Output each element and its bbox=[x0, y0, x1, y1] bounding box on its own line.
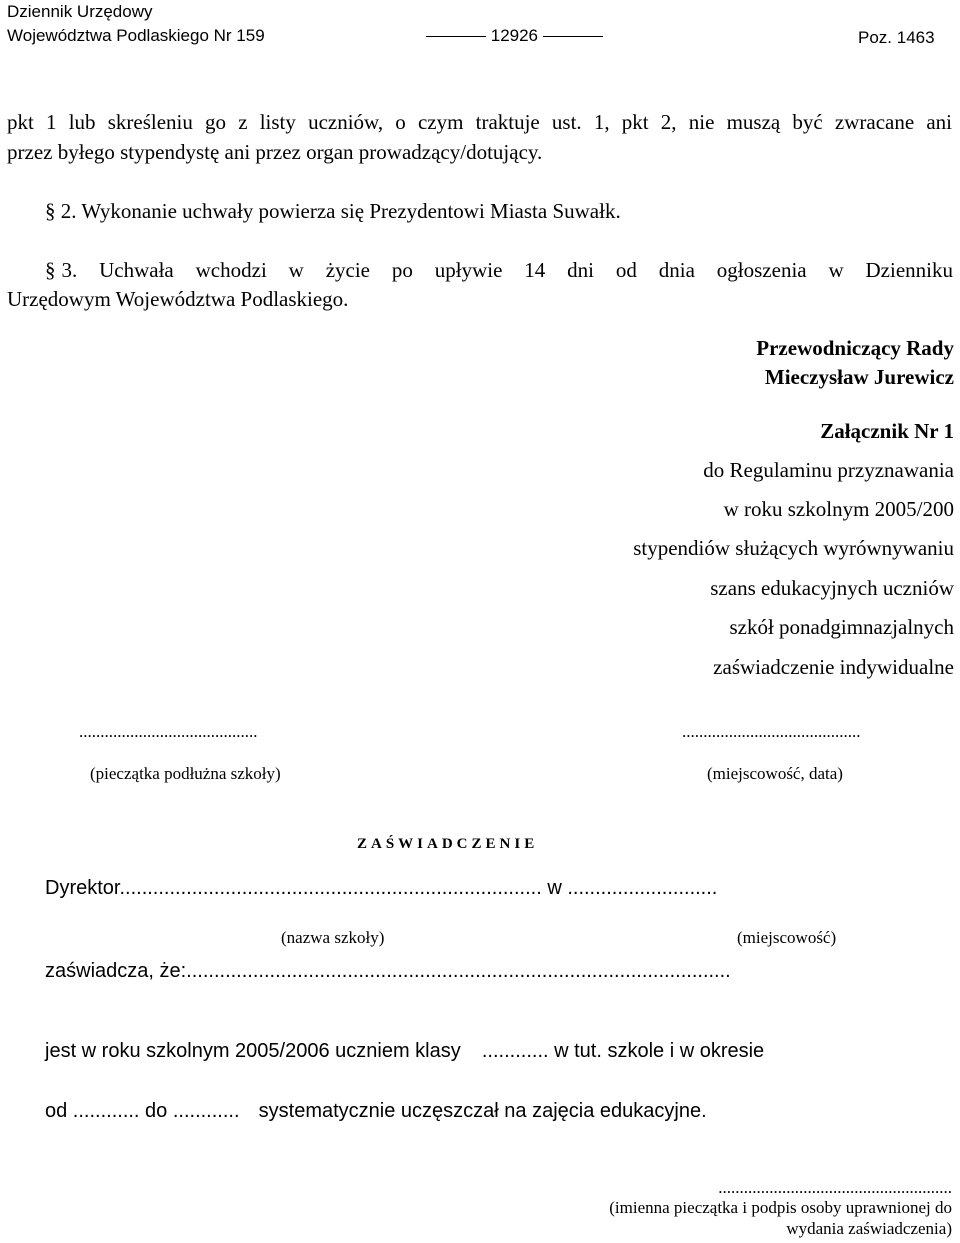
annex-line-6: zaświadczenie indywidualne bbox=[713, 655, 954, 679]
student-class-text: jest w roku szkolnym 2005/2006 uczniem klasy bbox=[45, 1040, 461, 1062]
student-class-line bbox=[45, 1040, 764, 1063]
paragraph-2-text: 2. Wykonanie uchwały powierza się Prezydentowi Miasta Suwałk. bbox=[60, 199, 621, 223]
attendance-text: systematycznie uczęszczał na zajęcia edukacyjne. bbox=[258, 1100, 707, 1122]
annex-line-2: w roku szkolnym 2005/200 bbox=[723, 497, 954, 521]
certificate-heading: ZAŚWIADCZENIE bbox=[357, 836, 539, 852]
paragraph-3-line-1 bbox=[45, 255, 953, 285]
director-line: Dyrektor............................................................................ w ........................... bbox=[45, 877, 718, 899]
signature-caption-line-2: wydania zaświadczenia) bbox=[786, 1219, 952, 1238]
stamp-dots: .......................................... bbox=[79, 722, 258, 741]
school-name-caption: (nazwa szkoły) bbox=[281, 928, 385, 947]
certifies-line: zaświadcza, że:.................................................................................................. bbox=[45, 960, 731, 982]
annex-line-4: szans edukacyjnych uczniów bbox=[710, 576, 954, 600]
stamp-caption: (pieczątka podłużna szkoły) bbox=[90, 764, 281, 783]
signature-caption-line-1: (imienna pieczątka i podpis osoby uprawnionej do bbox=[609, 1198, 952, 1217]
annex-line-1: do Regulaminu przyznawania bbox=[703, 458, 954, 482]
annex-title: Załącznik Nr 1 bbox=[820, 419, 954, 443]
student-class-dots: ............ w tut. szkole i w okresie bbox=[481, 1040, 765, 1062]
paragraph-1-line-2: przez byłego stypendystę ani przez organ prowadzący/dotujący. bbox=[7, 140, 543, 164]
paragraph-2 bbox=[45, 196, 621, 226]
journal-title-line2: Województwa Podlaskiego Nr 159 bbox=[7, 26, 265, 45]
attendance-period-line bbox=[45, 1100, 707, 1123]
journal-title-line1: Dziennik Urzędowy bbox=[7, 2, 153, 21]
section-symbol: § bbox=[45, 199, 56, 223]
page-number-rule-right bbox=[543, 36, 603, 37]
page-number-rule-left bbox=[426, 36, 486, 37]
annex-line-3: stypendiów służących wyrównywaniu bbox=[633, 536, 954, 560]
section-symbol: § bbox=[45, 258, 56, 282]
position-number: Poz. 1463 bbox=[858, 28, 935, 47]
paragraph-3-text: 3. Uchwała wchodzi w życie po upływie 14 dni od dnia ogłoszenia w Dzienniku bbox=[61, 258, 953, 282]
signature-dots: ....................................................... bbox=[718, 1178, 952, 1197]
place-caption: (miejscowość) bbox=[737, 928, 837, 947]
paragraph-1-line-1: pkt 1 lub skreśleniu go z listy uczniów, o czym traktuje ust. 1, pkt 2, nie muszą być zwracane ani bbox=[7, 110, 952, 134]
page-number bbox=[426, 24, 603, 48]
paragraph-3-line-2: Urzędowym Województwa Podlaskiego. bbox=[7, 287, 349, 311]
period-dates: od ............ do ............ bbox=[45, 1100, 240, 1122]
signature-role: Przewodniczący Rady bbox=[756, 336, 954, 360]
signature-name: Mieczysław Jurewicz bbox=[764, 365, 954, 389]
page-number-text: 12926 bbox=[490, 26, 539, 45]
place-date-dots: .......................................... bbox=[682, 722, 861, 741]
annex-line-5: szkół ponadgimnazjalnych bbox=[729, 615, 954, 639]
place-date-caption: (miejscowość, data) bbox=[707, 764, 843, 783]
